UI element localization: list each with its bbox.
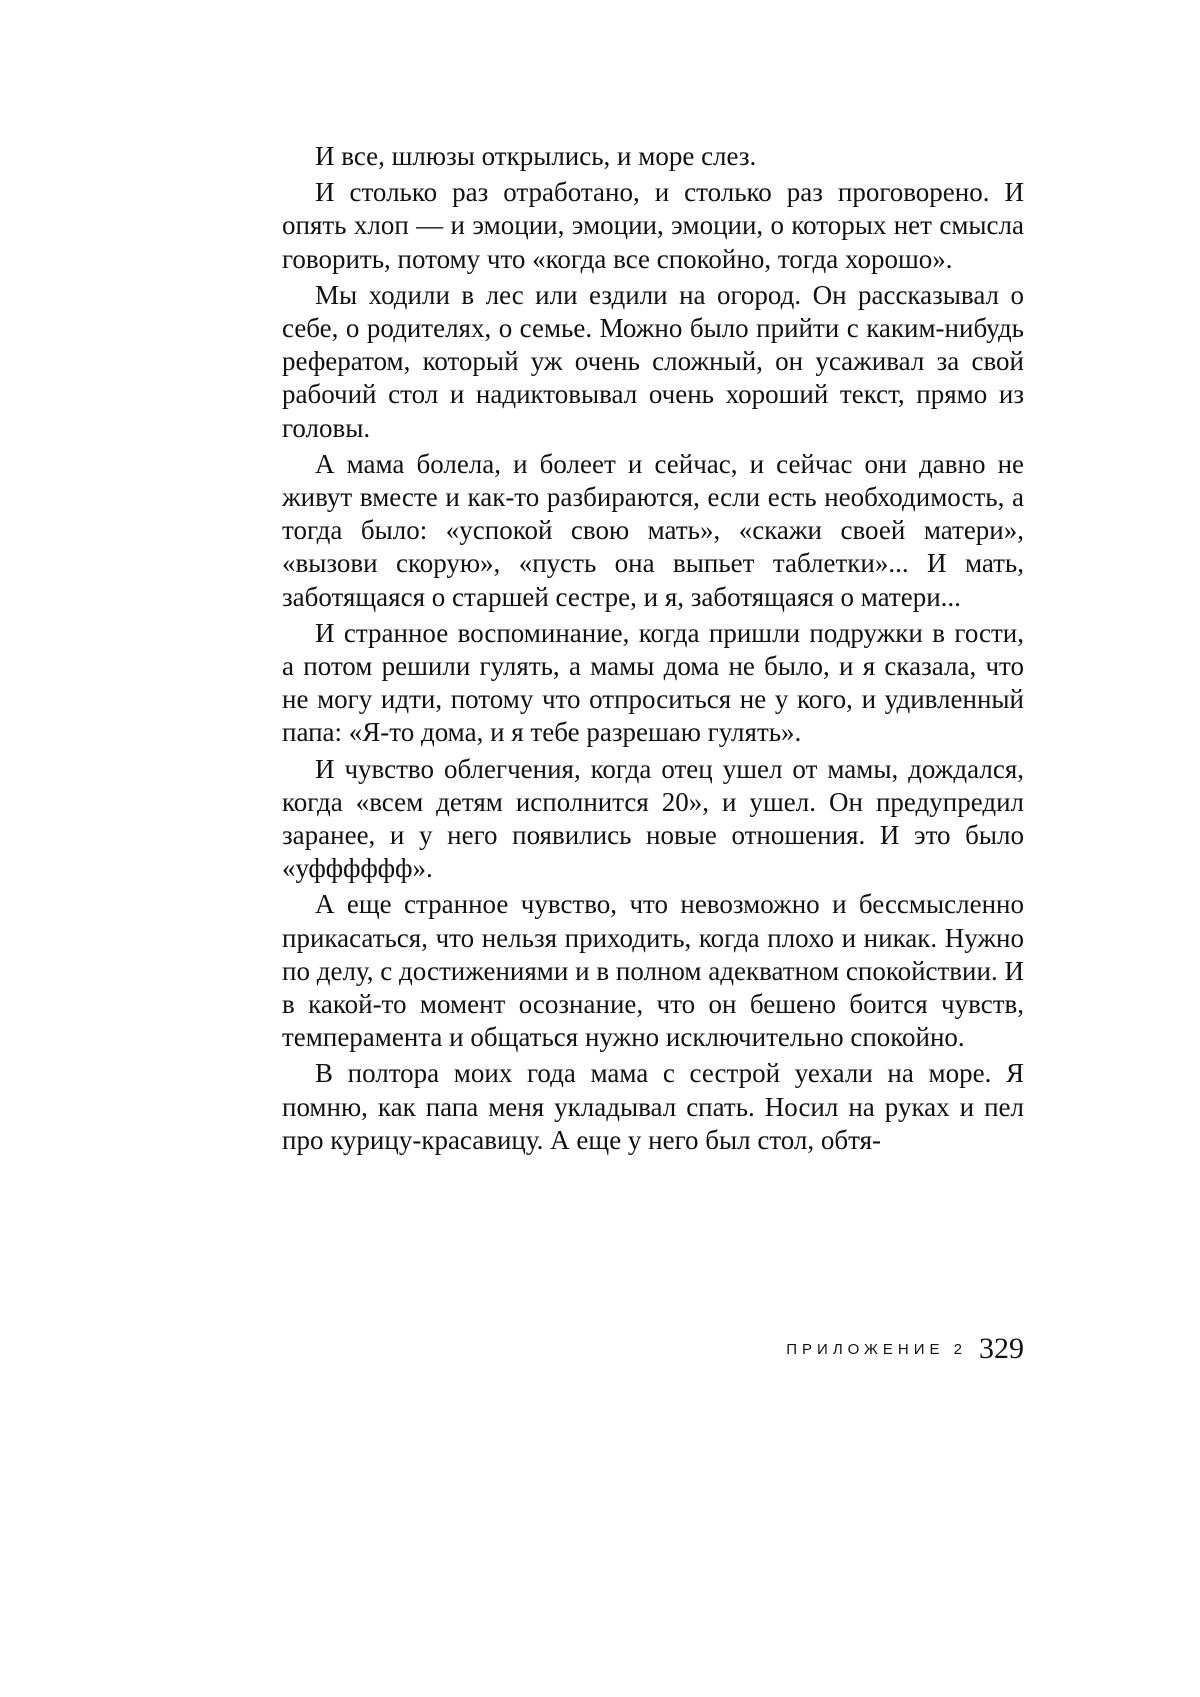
page-footer	[282, 1332, 1024, 1366]
body-text	[282, 140, 1024, 1160]
paragraph-5: И странное воспоминание, когда пришли подружки в гости, а потом решили гулять, а мамы дома не было, и я сказала, что не могу идти, потому что отпроситься не у кого, и удивленный папа: «Я-то дома, и я тебе разрешаю гулять».	[282, 617, 1024, 748]
paragraph-7: А еще странное чувство, что невозможно и бессмысленно прикасаться, что нельзя приходить, когда плохо и никак. Нужно по делу, с достижениями и в полном адекватном спокойствии. И в какой-то момент осознание, что он бешено боится чувств, темперамента и общаться нужно исключительно спокойно.	[282, 889, 1024, 1053]
paragraph-4: А мама болела, и болеет и сейчас, и сейчас они давно не живут вместе и как-то разбираются, если есть необходимость, а тогда было: «успокой свою мать», «скажи своей матери», «вызови скорую», «пусть она выпьет таблетки»... И мать, заботящаяся о старшей сестре, и я, заботящаяся о матери...	[282, 448, 1024, 612]
paragraph-2: И столько раз отработано, и столько раз проговорено. И опять хлоп — и эмоции, эмоции, эмоции, о которых нет смысла говорить, потому что «когда все спокойно, тогда хорошо».	[282, 177, 1024, 274]
paragraph-6: И чувство облегчения, когда отец ушел от мамы, дождался, когда «всем детям исполнится 20», и ушел. Он предупредил заранее, и у него появились новые отношения. И это было «уфффффф».	[282, 753, 1024, 884]
running-head: ПРИЛОЖЕНИЕ 2	[786, 1340, 967, 1358]
paragraph-8: В полтора моих года мама с сестрой уехали на море. Я помню, как папа меня укладывал спать. Носил на руках и пел про курицу-красавицу. А еще у него был стол, обтя-	[282, 1058, 1024, 1155]
paragraph-1: И все, шлюзы открылись, и море слез.	[315, 141, 757, 171]
paragraph-3: Мы ходили в лес или ездили на огород. Он рассказывал о себе, о родителях, о семье. Можно было прийти с каким-нибудь рефератом, который уж очень сложный, он усаживал за свой рабочий стол и надиктовывал очень хороший текст, прямо из головы.	[282, 279, 1024, 443]
page-number: 329	[979, 1332, 1024, 1365]
